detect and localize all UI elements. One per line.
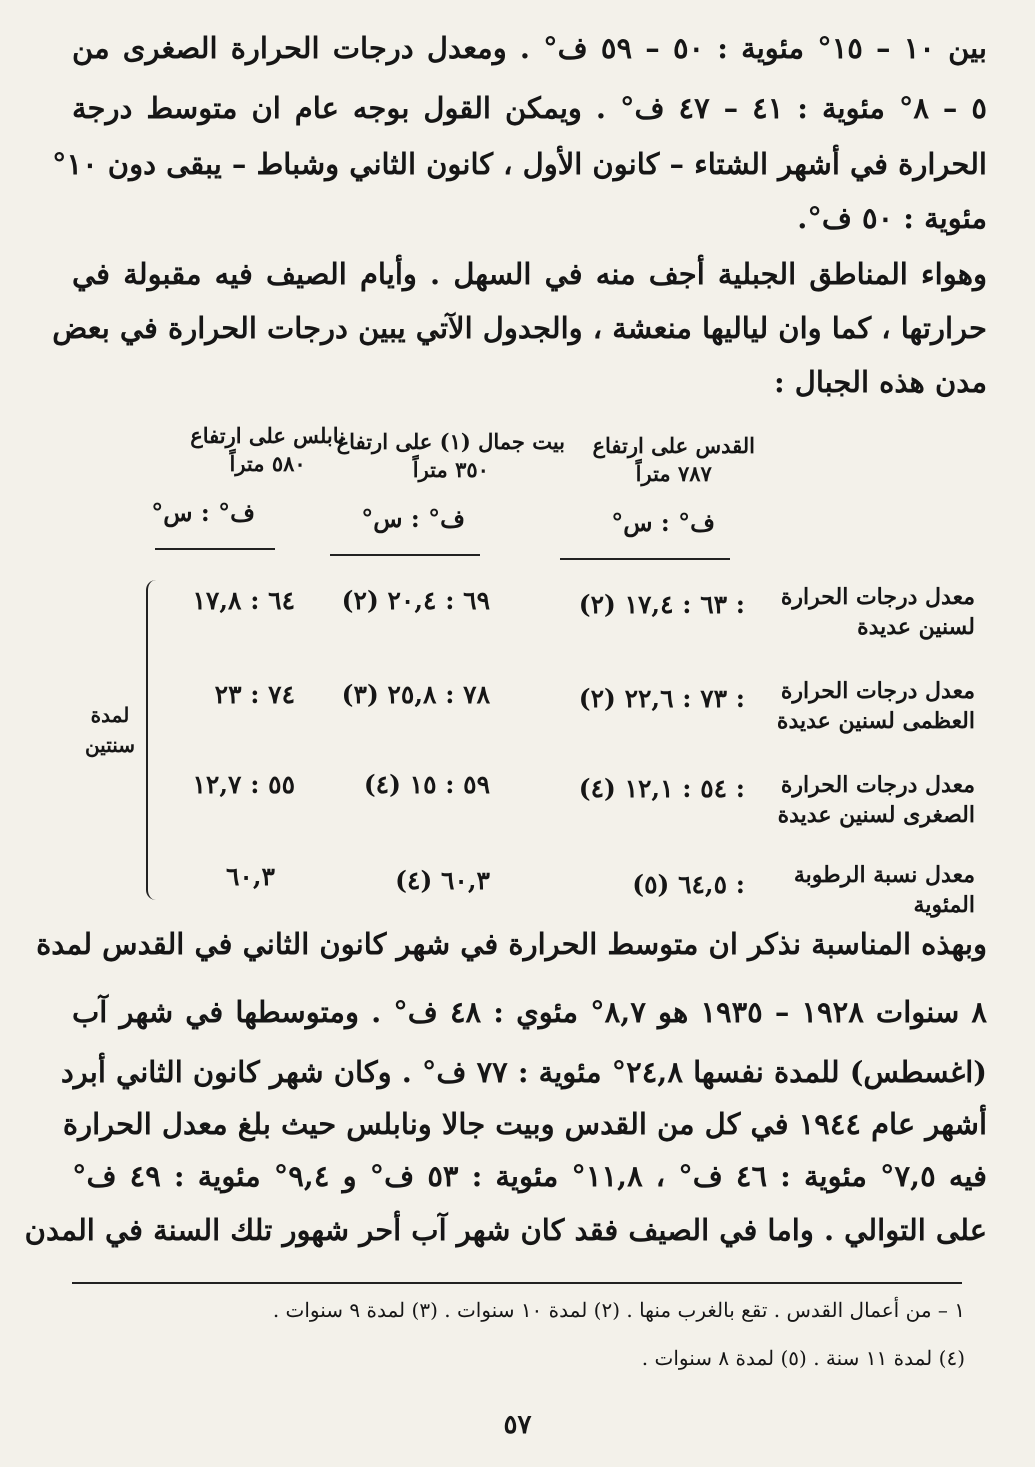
column-header-nablus: نابلس على ارتفاع ٥٨٠ متراً bbox=[190, 423, 345, 476]
side-label: لمدة سنتين bbox=[84, 703, 136, 757]
column-header-beit-jamal: بيت جمال (١) على ارتفاع ٣٥٠ متراً bbox=[336, 429, 565, 482]
cell-beit-jamal: ٦٠,٣ (٤) bbox=[395, 866, 490, 895]
footnote-rule bbox=[72, 1282, 962, 1284]
body-line: وهواء المناطق الجبلية أجف منه في السهل . وأيام الصيف فيه مقبولة في bbox=[72, 257, 987, 291]
column-rule bbox=[330, 554, 480, 556]
body-line: (اغسطس) للمدة نفسها ٢٤,٨° مئوية : ٧٧ ف° . وكان شهر كانون الثاني أبرد bbox=[60, 1055, 987, 1089]
bracket bbox=[146, 580, 168, 900]
column-rule bbox=[155, 548, 275, 550]
footnote: ١ – من أعمال القدس . تقع بالغرب منها . (٢) لمدة ١٠ سنوات . (٣) لمدة ٩ سنوات . bbox=[272, 1298, 965, 1322]
cell-jerusalem: : ٥٤ : ١٢,١ (٤) bbox=[578, 774, 745, 803]
body-line: الحرارة في أشهر الشتاء – كانون الأول ، كانون الثاني وشباط – يبقى دون ١٠° bbox=[52, 147, 987, 181]
body-line: فيه ٧,٥° مئوية : ٤٦ ف° ، ١١,٨° مئوية : ٥٣ ف° و ٩,٤° مئوية : ٤٩ ف° bbox=[72, 1159, 987, 1193]
body-line: ٨ سنوات ١٩٢٨ – ١٩٣٥ هو ٨,٧° مئوي : ٤٨ ف° . ومتوسطها في شهر آب bbox=[72, 995, 987, 1029]
body-line: ٥ – ٨° مئوية : ٤١ – ٤٧ ف° . ويمكن القول بوجه عام ان متوسط درجة bbox=[72, 91, 987, 125]
column-header-jerusalem: القدس على ارتفاع ٧٨٧ متراً bbox=[592, 433, 755, 486]
cell-beit-jamal: ٦٩ : ٢٠,٤ (٢) bbox=[341, 586, 490, 615]
unit-header-nablus: ف° : س° bbox=[151, 498, 255, 527]
row-label: معدل درجات الحرارة لسنين عديدة bbox=[780, 584, 975, 640]
page-number: ٥٧ bbox=[503, 1410, 532, 1440]
cell-nablus: ٥٥ : ١٢,٧ bbox=[192, 770, 295, 799]
cell-jerusalem: : ٦٣ : ١٧,٤ (٢) bbox=[578, 590, 745, 619]
row-label: معدل درجات الحرارة الصغرى لسنين عديدة bbox=[777, 772, 975, 828]
footnote: (٤) لمدة ١١ سنة . (٥) لمدة ٨ سنوات . bbox=[641, 1346, 965, 1370]
cell-nablus: ٦٤ : ١٧,٨ bbox=[192, 586, 295, 615]
cell-jerusalem: : ٧٣ : ٢٢,٦ (٢) bbox=[578, 684, 745, 713]
body-line: أشهر عام ١٩٤٤ في كل من القدس وبيت جالا ونابلس حيث بلغ معدل الحرارة bbox=[62, 1107, 987, 1141]
body-line: بين ١٠ – ١٥° مئوية : ٥٠ – ٥٩ ف° . ومعدل درجات الحرارة الصغرى من bbox=[72, 31, 987, 65]
body-line: على التوالي . واما في الصيف فقد كان شهر آب أحر شهور تلك السنة في المدن bbox=[24, 1213, 987, 1247]
body-line: مئوية : ٥٠ ف°. bbox=[797, 201, 987, 235]
body-line: وبهذه المناسبة نذكر ان متوسط الحرارة في شهر كانون الثاني في القدس لمدة bbox=[36, 927, 987, 961]
row-label: معدل نسبة الرطوبة المئوية bbox=[793, 862, 975, 918]
cell-nablus: ٦٠,٣ bbox=[226, 862, 275, 891]
column-rule bbox=[560, 558, 730, 560]
body-line: حرارتها ، كما وان لياليها منعشة ، والجدول الآتي يبين درجات الحرارة في بعض bbox=[52, 311, 987, 345]
cell-beit-jamal: ٧٨ : ٢٥,٨ (٣) bbox=[341, 680, 490, 709]
unit-header-beit-jamal: ف° : س° bbox=[361, 504, 465, 533]
cell-jerusalem: : ٦٤,٥ (٥) bbox=[632, 870, 745, 899]
body-line: مدن هذه الجبال : bbox=[773, 365, 987, 399]
cell-beit-jamal: ٥٩ : ١٥ (٤) bbox=[363, 770, 490, 799]
cell-nablus: ٧٤ : ٢٣ bbox=[214, 680, 295, 709]
unit-header-jerusalem: ف° : س° bbox=[611, 508, 715, 537]
row-label: معدل درجات الحرارة العظمى لسنين عديدة bbox=[776, 678, 975, 734]
